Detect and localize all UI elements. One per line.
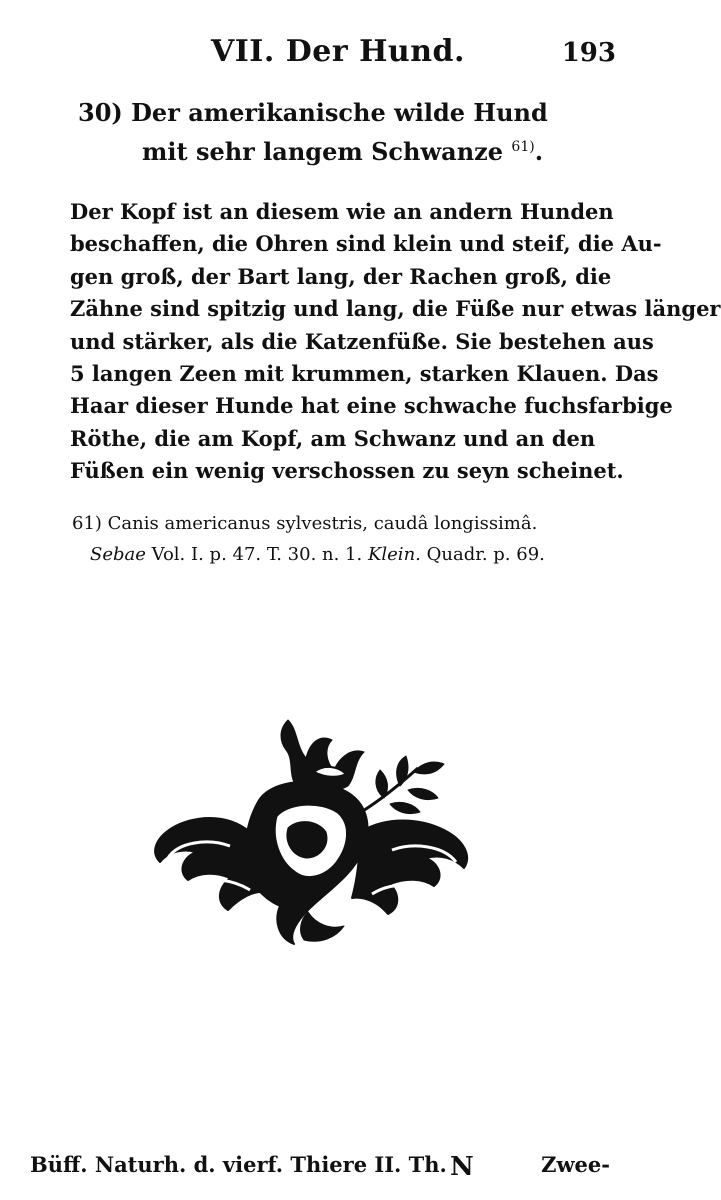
section-heading [78,96,598,169]
page-number: 193 [561,38,616,68]
footnote-reference[interactable]: 61) [511,139,535,155]
heading-end: . [534,137,544,166]
footnote-author-sebae: Sebae [90,544,146,565]
gathering-mark: N [450,1152,474,1182]
body-line: gen groß, der Bart lang, der Rachen groß, die [70,263,612,289]
body-line: Haar dieser Hunde hat eine schwache fuchsfarbige [70,393,673,419]
signature-line [30,1152,610,1188]
running-title: VII. Der Hund. [211,34,465,69]
body-line: Füßen ein wenig verschossen zu seyn scheinet. [70,458,624,484]
body-line: Röthe, die am Kopf, am Schwanz und an den [70,425,596,451]
printer-signature: Büff. Naturh. d. vierf. Thiere II. Th. [30,1152,447,1177]
body-line: beschaffen, die Ohren sind klein und steif, die Au- [70,231,662,257]
footnote-citation-a: Vol. I. p. 47. T. 30. n. 1. [145,544,368,565]
footnote-line-1: 61) Canis americanus sylvestris, caudâ longissimâ. [72,513,538,534]
running-head [60,34,616,74]
footnote [72,508,612,570]
heading-line-2-text: mit sehr langem Schwanze [142,137,504,166]
heading-line-2 [78,130,598,169]
body-line: und stärker, als die Katzenfüße. Sie bestehen aus [70,328,654,354]
body-line: Zähne sind spitzig und lang, die Füße nur etwas länger [70,296,721,322]
footnote-author-klein: Klein. [367,544,421,565]
body-paragraph [70,196,721,488]
footnote-citation-b: Quadr. p. 69. [420,544,545,565]
catchword: Zwee- [541,1152,610,1177]
rococo-ornament-icon [138,712,498,952]
footnote-line-2 [72,539,612,570]
body-line: 5 langen Zeen mit krummen, starken Klauen. Das [70,361,659,387]
heading-line-1: 30) Der amerikanische wilde Hund [78,98,548,127]
body-line: Der Kopf ist an diesem wie an andern Hunden [70,199,614,224]
